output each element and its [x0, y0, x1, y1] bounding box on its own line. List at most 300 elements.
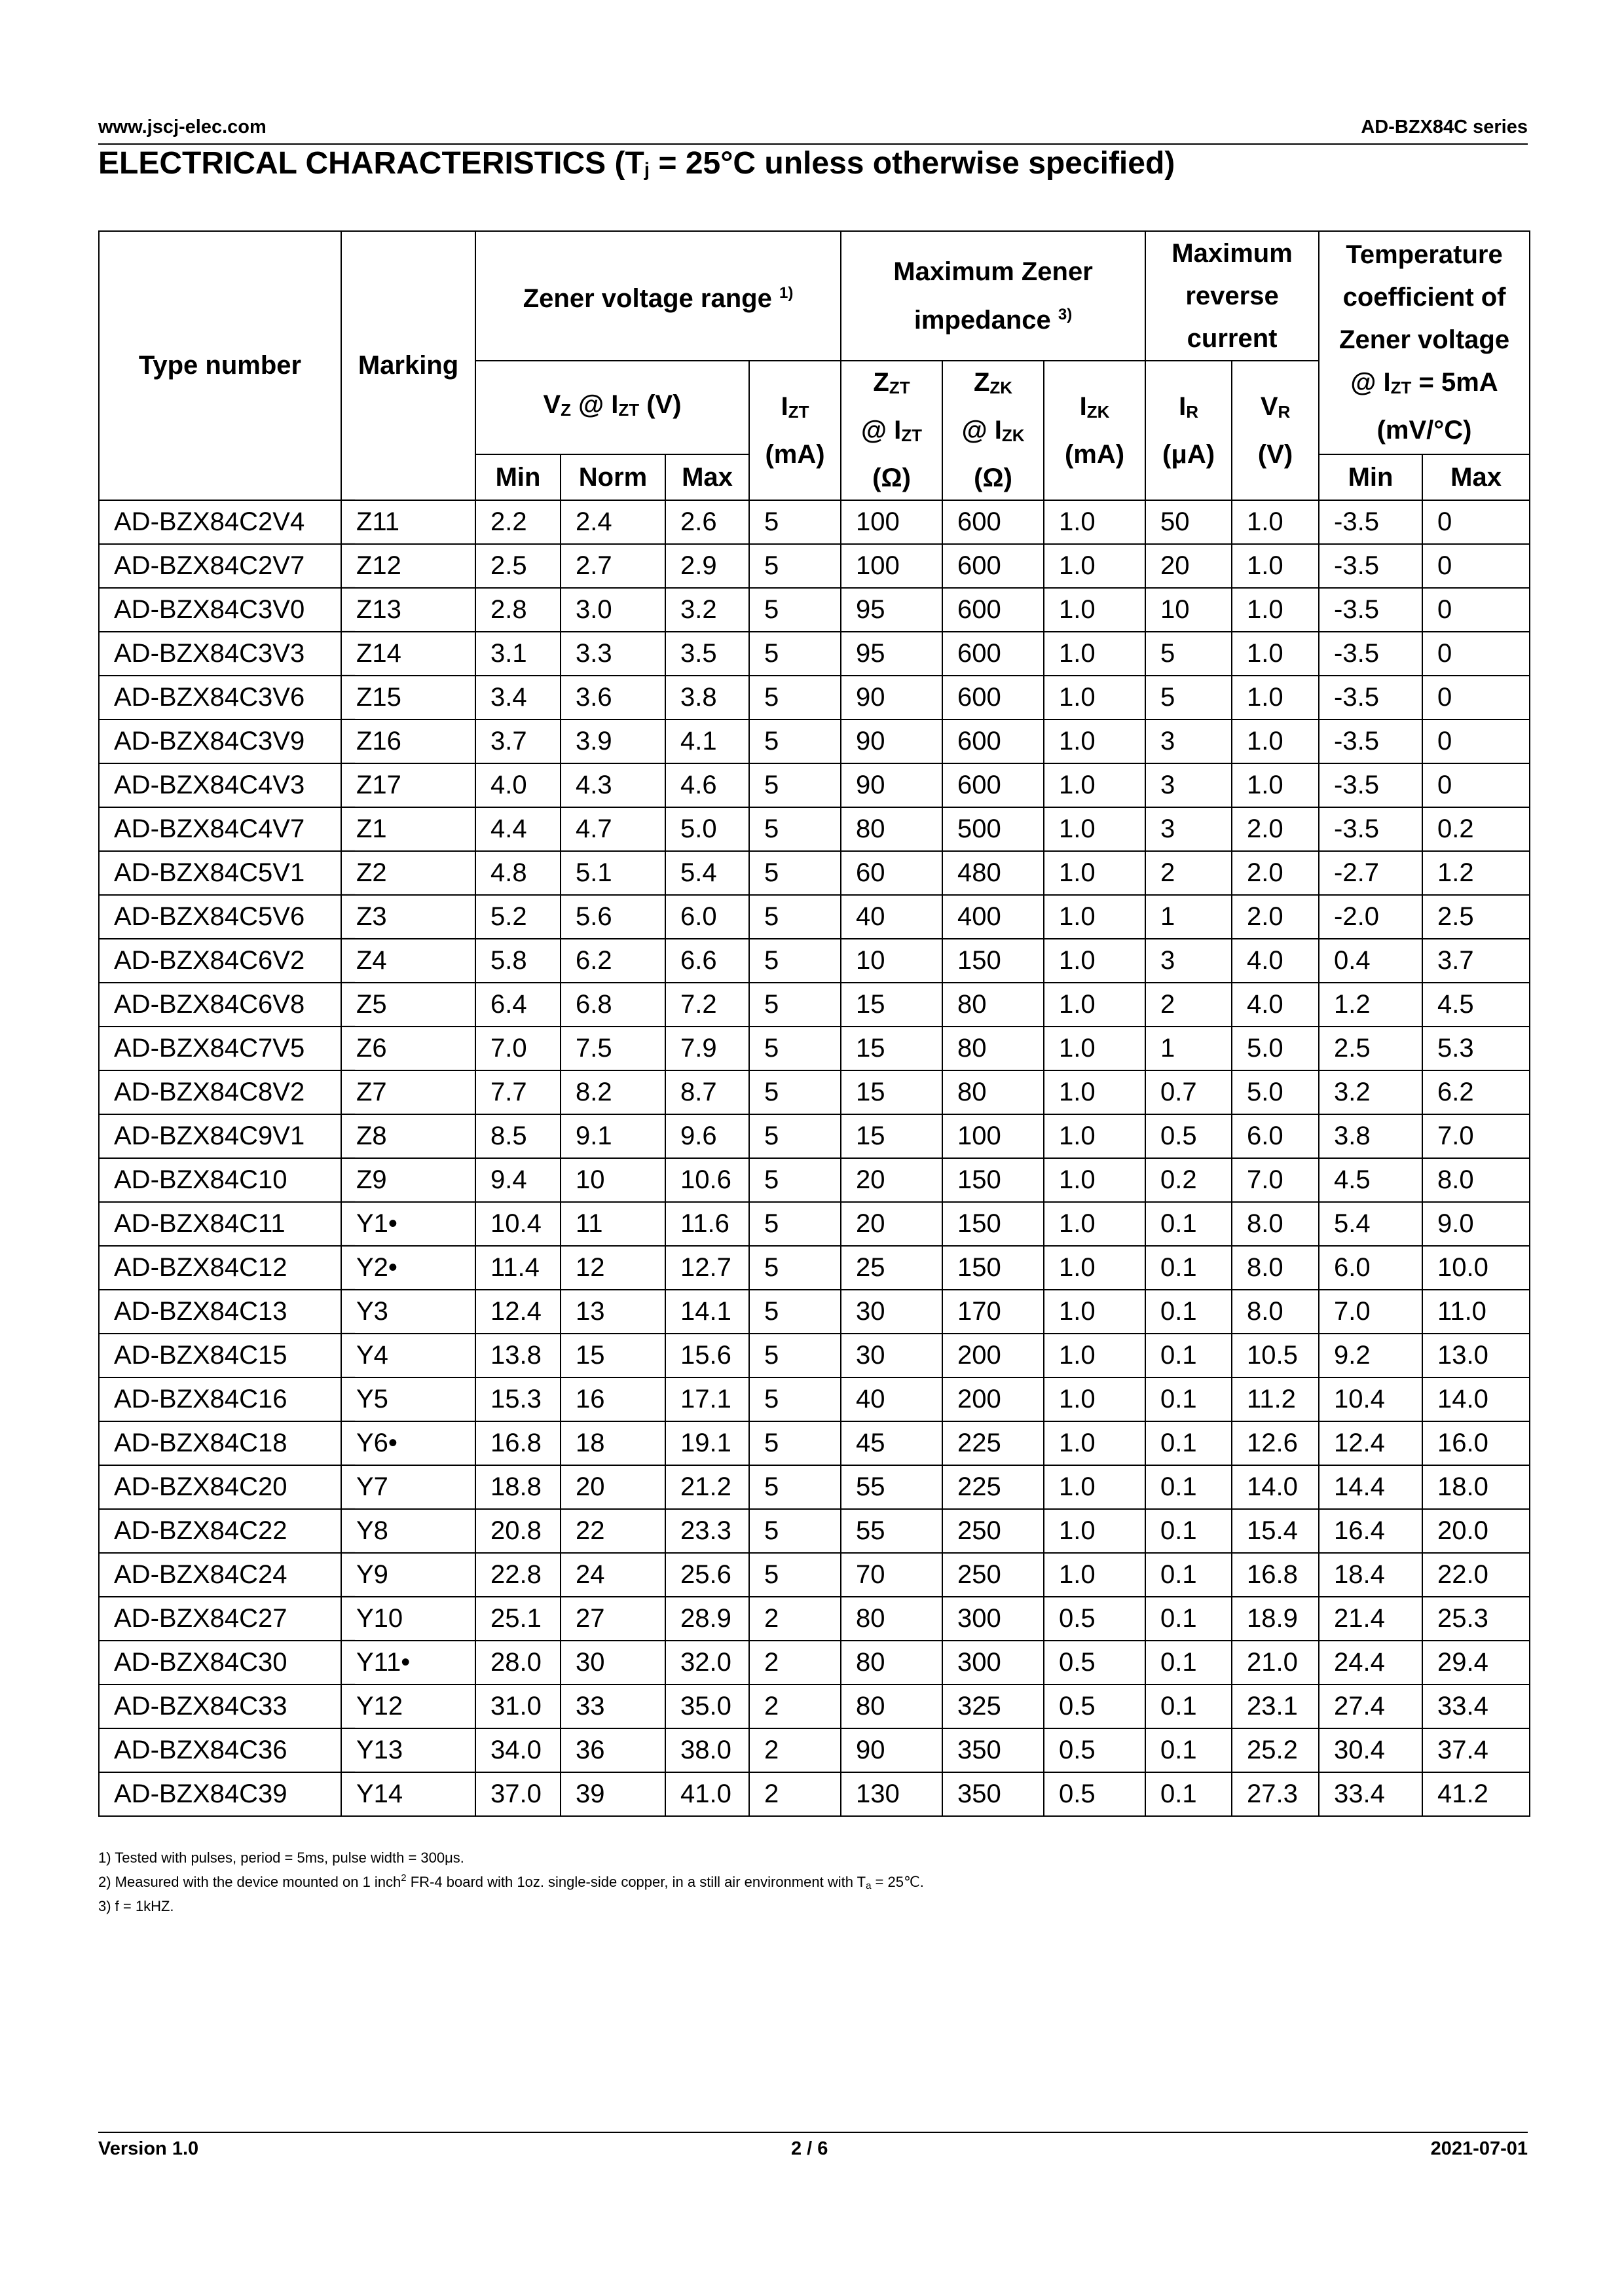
value-cell: 2.5 [1319, 1027, 1422, 1070]
value-cell: 28.0 [475, 1641, 561, 1685]
value-cell: 5 [749, 1202, 841, 1246]
type-number-cell: AD-BZX84C5V1 [99, 851, 341, 895]
table-row [99, 588, 1530, 632]
value-cell: 200 [942, 1334, 1044, 1377]
temp-min-header: Min [1319, 454, 1422, 500]
overline-mark: ¯ [342, 1110, 355, 1137]
value-cell: 3.7 [475, 720, 561, 763]
value-cell: 60 [841, 851, 942, 895]
overline-mark: ¯ [342, 1154, 355, 1180]
overline-mark: ¯ [342, 1768, 355, 1795]
value-cell: 3.4 [475, 676, 561, 720]
header-rule [98, 143, 1528, 145]
value-cell: 1.0 [1044, 588, 1145, 632]
value-cell: 22 [561, 1509, 665, 1553]
value-cell: -3.5 [1319, 763, 1422, 807]
value-cell: 10.5 [1232, 1334, 1319, 1377]
value-cell: -3.5 [1319, 807, 1422, 851]
value-cell: 1.0 [1044, 763, 1145, 807]
value-cell: 5 [749, 939, 841, 983]
value-cell: 80 [841, 1597, 942, 1641]
value-cell: 14.0 [1232, 1465, 1319, 1509]
value-cell: 80 [942, 1070, 1044, 1114]
value-cell: 150 [942, 1246, 1044, 1290]
value-cell: 2 [749, 1728, 841, 1772]
value-cell: 27.4 [1319, 1685, 1422, 1728]
value-cell: 600 [942, 500, 1044, 544]
value-cell: 100 [841, 500, 942, 544]
value-cell: 20 [561, 1465, 665, 1509]
value-cell: 8.0 [1422, 1158, 1530, 1202]
value-cell: 7.0 [1422, 1114, 1530, 1158]
table-row [99, 983, 1530, 1027]
value-cell: 5.3 [1422, 1027, 1530, 1070]
table-row [99, 1334, 1530, 1377]
type-number-cell: AD-BZX84C33 [99, 1685, 341, 1728]
vz-min-header: Min [475, 454, 561, 500]
value-cell: 15 [841, 1027, 942, 1070]
value-cell: 300 [942, 1641, 1044, 1685]
value-cell: 5 [749, 676, 841, 720]
value-cell: 11.2 [1232, 1377, 1319, 1421]
value-cell: 80 [841, 807, 942, 851]
value-cell: 12 [561, 1246, 665, 1290]
value-cell: 33.4 [1422, 1685, 1530, 1728]
value-cell: 0 [1422, 720, 1530, 763]
value-cell: 5 [749, 632, 841, 676]
value-cell: 5 [1145, 676, 1232, 720]
value-cell: 8.2 [561, 1070, 665, 1114]
overline-mark: ¯ [342, 1329, 355, 1356]
value-cell: 20 [1145, 544, 1232, 588]
type-number-cell: AD-BZX84C11 [99, 1202, 341, 1246]
value-cell: 2 [749, 1597, 841, 1641]
value-cell: -2.0 [1319, 895, 1422, 939]
type-number-cell: AD-BZX84C4V3 [99, 763, 341, 807]
value-cell: 1.0 [1044, 1246, 1145, 1290]
value-cell: 1.0 [1044, 1158, 1145, 1202]
value-cell: 3.9 [561, 720, 665, 763]
value-cell: 3 [1145, 807, 1232, 851]
overline-mark: ¯ [342, 1373, 355, 1400]
overline-mark: ¯ [342, 496, 355, 522]
value-cell: 0.1 [1145, 1377, 1232, 1421]
value-cell: 1.0 [1044, 1202, 1145, 1246]
marking-cell: ¯ Y2• [341, 1246, 475, 1290]
marking-cell: ¯ Z14 [341, 632, 475, 676]
value-cell: 1.0 [1044, 1290, 1145, 1334]
value-cell: 3 [1145, 763, 1232, 807]
value-cell: 20.8 [475, 1509, 561, 1553]
value-cell: 5 [749, 544, 841, 588]
value-cell: 34.0 [475, 1728, 561, 1772]
overline-mark: ¯ [342, 1504, 355, 1531]
value-cell: 1.0 [1232, 763, 1319, 807]
value-cell: 0.5 [1044, 1641, 1145, 1685]
marking-cell: ¯ Y7 [341, 1465, 475, 1509]
value-cell: 0.1 [1145, 1509, 1232, 1553]
value-cell: 25 [841, 1246, 942, 1290]
type-number-cell: AD-BZX84C16 [99, 1377, 341, 1421]
value-cell: 7.2 [665, 983, 749, 1027]
type-number-cell: AD-BZX84C3V3 [99, 632, 341, 676]
marking-cell: ¯ Y13 [341, 1728, 475, 1772]
value-cell: 1.0 [1232, 720, 1319, 763]
value-cell: 0.5 [1044, 1597, 1145, 1641]
value-cell: 37.4 [1422, 1728, 1530, 1772]
value-cell: 6.8 [561, 983, 665, 1027]
value-cell: 1.0 [1044, 807, 1145, 851]
value-cell: 4.0 [1232, 939, 1319, 983]
value-cell: 2.6 [665, 500, 749, 544]
value-cell: 5 [749, 500, 841, 544]
value-cell: 1.0 [1232, 588, 1319, 632]
value-cell: 5 [749, 1465, 841, 1509]
value-cell: 18 [561, 1421, 665, 1465]
value-cell: 8.7 [665, 1070, 749, 1114]
value-cell: 5.0 [1232, 1070, 1319, 1114]
value-cell: 40 [841, 1377, 942, 1421]
vz-max-header: Max [665, 454, 749, 500]
table-row [99, 1641, 1530, 1685]
value-cell: 3.5 [665, 632, 749, 676]
marking-cell: ¯ Z11 [341, 500, 475, 544]
value-cell: 5.0 [665, 807, 749, 851]
value-cell: 30 [841, 1290, 942, 1334]
value-cell: 15 [841, 1114, 942, 1158]
overline-mark: ¯ [342, 1022, 355, 1049]
value-cell: 39 [561, 1772, 665, 1816]
value-cell: 5 [749, 1070, 841, 1114]
type-number-cell: AD-BZX84C7V5 [99, 1027, 341, 1070]
marking-cell: ¯ Z13 [341, 588, 475, 632]
table-row [99, 1202, 1530, 1246]
izk-header: $I_{ZK}$ (mA) [1044, 361, 1145, 500]
value-cell: 3.1 [475, 632, 561, 676]
value-cell: 50 [1145, 500, 1232, 544]
overline-mark: ¯ [342, 890, 355, 917]
value-cell: 480 [942, 851, 1044, 895]
value-cell: 7.0 [1232, 1158, 1319, 1202]
value-cell: -2.7 [1319, 851, 1422, 895]
value-cell: 4.0 [475, 763, 561, 807]
value-cell: 3.2 [665, 588, 749, 632]
overline-mark: ¯ [342, 978, 355, 1005]
value-cell: 11.4 [475, 1246, 561, 1290]
series-name: AD-BZX84C series [1361, 117, 1528, 137]
zzt-header: $Z_{ZT}$ @ $I_{ZT}$ (Ω) [841, 361, 942, 500]
value-cell: 1.0 [1044, 1377, 1145, 1421]
value-cell: 8.0 [1232, 1202, 1319, 1246]
type-number-cell: AD-BZX84C6V8 [99, 983, 341, 1027]
value-cell: 0.2 [1145, 1158, 1232, 1202]
value-cell: 15.6 [665, 1334, 749, 1377]
value-cell: 0.5 [1044, 1772, 1145, 1816]
value-cell: 11.6 [665, 1202, 749, 1246]
value-cell: -3.5 [1319, 544, 1422, 588]
page-header [98, 117, 1528, 141]
value-cell: 8.0 [1232, 1246, 1319, 1290]
value-cell: 1.0 [1232, 676, 1319, 720]
value-cell: 41.2 [1422, 1772, 1530, 1816]
table-row [99, 1290, 1530, 1334]
value-cell: 5 [749, 1027, 841, 1070]
value-cell: 16.4 [1319, 1509, 1422, 1553]
marking-cell: ¯ Y1• [341, 1202, 475, 1246]
value-cell: 2.0 [1232, 851, 1319, 895]
value-cell: 12.4 [1319, 1421, 1422, 1465]
marking-cell: ¯ Y11• [341, 1641, 475, 1685]
value-cell: 4.3 [561, 763, 665, 807]
value-cell: 7.9 [665, 1027, 749, 1070]
value-cell: 1.0 [1044, 1421, 1145, 1465]
type-number-cell: AD-BZX84C36 [99, 1728, 341, 1772]
value-cell: 31.0 [475, 1685, 561, 1728]
value-cell: 9.0 [1422, 1202, 1530, 1246]
marking-cell: ¯ Y10 [341, 1597, 475, 1641]
value-cell: 6.4 [475, 983, 561, 1027]
value-cell: 18.4 [1319, 1553, 1422, 1597]
marking-cell: ¯ Y12 [341, 1685, 475, 1728]
value-cell: 32.0 [665, 1641, 749, 1685]
value-cell: 600 [942, 676, 1044, 720]
version-label: Version 1.0 [98, 2138, 199, 2159]
value-cell: 14.0 [1422, 1377, 1530, 1421]
value-cell: 90 [841, 676, 942, 720]
value-cell: 1.0 [1044, 632, 1145, 676]
value-cell: 25.6 [665, 1553, 749, 1597]
overline-mark: ¯ [342, 1680, 355, 1707]
value-cell: 150 [942, 1158, 1044, 1202]
value-cell: 600 [942, 720, 1044, 763]
value-cell: 22.0 [1422, 1553, 1530, 1597]
vz-norm-header: Norm [561, 454, 665, 500]
value-cell: 10 [561, 1158, 665, 1202]
table-row [99, 544, 1530, 588]
value-cell: 0 [1422, 676, 1530, 720]
value-cell: 11.0 [1422, 1290, 1530, 1334]
value-cell: 0 [1422, 632, 1530, 676]
value-cell: 6.2 [561, 939, 665, 983]
overline-mark: ¯ [342, 759, 355, 786]
value-cell: 5 [749, 1377, 841, 1421]
value-cell: -3.5 [1319, 676, 1422, 720]
value-cell: 170 [942, 1290, 1044, 1334]
col-marking: Marking [341, 231, 475, 500]
marking-cell: ¯ Y6• [341, 1421, 475, 1465]
value-cell: 28.9 [665, 1597, 749, 1641]
overline-mark: ¯ [342, 539, 355, 566]
value-cell: 8.0 [1232, 1290, 1319, 1334]
value-cell: 0.1 [1145, 1641, 1232, 1685]
overline-mark: ¯ [342, 1066, 355, 1093]
type-number-cell: AD-BZX84C3V9 [99, 720, 341, 763]
overline-mark: ¯ [342, 1548, 355, 1575]
type-number-cell: AD-BZX84C3V6 [99, 676, 341, 720]
marking-cell: ¯ Z3 [341, 895, 475, 939]
value-cell: -3.5 [1319, 632, 1422, 676]
value-cell: -3.5 [1319, 588, 1422, 632]
value-cell: 1.0 [1044, 676, 1145, 720]
value-cell: 10 [1145, 588, 1232, 632]
value-cell: 600 [942, 632, 1044, 676]
table-row [99, 1377, 1530, 1421]
value-cell: 15 [841, 1070, 942, 1114]
type-number-cell: AD-BZX84C20 [99, 1465, 341, 1509]
marking-cell: ¯ Z16 [341, 720, 475, 763]
type-number-cell: AD-BZX84C22 [99, 1509, 341, 1553]
marking-cell: ¯ Z6 [341, 1027, 475, 1070]
value-cell: 0.5 [1044, 1685, 1145, 1728]
value-cell: 7.0 [475, 1027, 561, 1070]
value-cell: 150 [942, 939, 1044, 983]
value-cell: 225 [942, 1421, 1044, 1465]
page-footer [98, 2138, 1528, 2164]
value-cell: 4.6 [665, 763, 749, 807]
value-cell: 5.0 [1232, 1027, 1319, 1070]
value-cell: 0.1 [1145, 1421, 1232, 1465]
value-cell: 1.0 [1232, 544, 1319, 588]
table-row [99, 1421, 1530, 1465]
type-number-cell: AD-BZX84C18 [99, 1421, 341, 1465]
type-number-cell: AD-BZX84C8V2 [99, 1070, 341, 1114]
value-cell: 12.7 [665, 1246, 749, 1290]
value-cell: 23.1 [1232, 1685, 1319, 1728]
table-row [99, 851, 1530, 895]
value-cell: 1 [1145, 1027, 1232, 1070]
value-cell: 16 [561, 1377, 665, 1421]
zzk-header: $Z_{ZK}$ @ $I_{ZK}$ (Ω) [942, 361, 1044, 500]
value-cell: 0 [1422, 763, 1530, 807]
value-cell: 10.4 [475, 1202, 561, 1246]
value-cell: 6.0 [1232, 1114, 1319, 1158]
value-cell: 0 [1422, 588, 1530, 632]
table-row [99, 1465, 1530, 1509]
value-cell: 6.0 [665, 895, 749, 939]
value-cell: 200 [942, 1377, 1044, 1421]
value-cell: 55 [841, 1465, 942, 1509]
value-cell: 38.0 [665, 1728, 749, 1772]
page-number: 2 / 6 [791, 2138, 828, 2159]
value-cell: 0.1 [1145, 1772, 1232, 1816]
type-number-cell: AD-BZX84C12 [99, 1246, 341, 1290]
overline-mark: ¯ [342, 1197, 355, 1224]
value-cell: 25.3 [1422, 1597, 1530, 1641]
value-cell: 2.0 [1232, 895, 1319, 939]
overline-mark: ¯ [342, 1592, 355, 1619]
value-cell: 600 [942, 763, 1044, 807]
value-cell: 15.4 [1232, 1509, 1319, 1553]
value-cell: 13.0 [1422, 1334, 1530, 1377]
overline-mark: ¯ [342, 847, 355, 873]
value-cell: 24.4 [1319, 1641, 1422, 1685]
marking-cell: ¯ Y14 [341, 1772, 475, 1816]
value-cell: 5 [1145, 632, 1232, 676]
value-cell: 37.0 [475, 1772, 561, 1816]
value-cell: 250 [942, 1553, 1044, 1597]
marking-cell: ¯ Z9 [341, 1158, 475, 1202]
overline-mark: ¯ [342, 1461, 355, 1487]
footnote-2: 2) Measured with the device mounted on 1 inch$^2$ FR-4 board with 1oz. single-side copper, in a still air environment with $T_a$ = 25℃. [98, 1872, 924, 1891]
value-cell: 7.0 [1319, 1290, 1422, 1334]
value-cell: 2 [1145, 983, 1232, 1027]
value-cell: 1.2 [1422, 851, 1530, 895]
value-cell: 0.2 [1422, 807, 1530, 851]
value-cell: 300 [942, 1597, 1044, 1641]
value-cell: 3.6 [561, 676, 665, 720]
overline-mark: ¯ [342, 627, 355, 654]
date-label: 2021-07-01 [1430, 2138, 1528, 2159]
value-cell: 1.0 [1044, 983, 1145, 1027]
value-cell: 600 [942, 544, 1044, 588]
value-cell: 0.1 [1145, 1202, 1232, 1246]
value-cell: 70 [841, 1553, 942, 1597]
group-max-zener-impedance: Maximum Zener impedance $^{3)}$ [841, 231, 1145, 361]
value-cell: 5 [749, 895, 841, 939]
marking-cell: ¯ Y9 [341, 1553, 475, 1597]
table-row [99, 720, 1530, 763]
value-cell: 5 [749, 1290, 841, 1334]
value-cell: 10 [841, 939, 942, 983]
type-number-cell: AD-BZX84C3V0 [99, 588, 341, 632]
marking-cell: ¯ Z17 [341, 763, 475, 807]
value-cell: 6.6 [665, 939, 749, 983]
value-cell: 5 [749, 1334, 841, 1377]
value-cell: 2.5 [1422, 895, 1530, 939]
marking-cell: ¯ Y3 [341, 1290, 475, 1334]
value-cell: 80 [841, 1641, 942, 1685]
value-cell: 14.1 [665, 1290, 749, 1334]
value-cell: 150 [942, 1202, 1044, 1246]
marking-cell: ¯ Z8 [341, 1114, 475, 1158]
value-cell: 500 [942, 807, 1044, 851]
value-cell: 90 [841, 1728, 942, 1772]
value-cell: 4.7 [561, 807, 665, 851]
value-cell: 16.8 [475, 1421, 561, 1465]
value-cell: 0 [1422, 500, 1530, 544]
value-cell: 325 [942, 1685, 1044, 1728]
value-cell: 15 [561, 1334, 665, 1377]
value-cell: 90 [841, 763, 942, 807]
value-cell: 1.0 [1044, 1114, 1145, 1158]
value-cell: 3.7 [1422, 939, 1530, 983]
type-number-cell: AD-BZX84C27 [99, 1597, 341, 1641]
table-row [99, 1246, 1530, 1290]
value-cell: -3.5 [1319, 720, 1422, 763]
value-cell: 10.4 [1319, 1377, 1422, 1421]
value-cell: 2.8 [475, 588, 561, 632]
overline-mark: ¯ [342, 934, 355, 961]
value-cell: 3.0 [561, 588, 665, 632]
value-cell: 5 [749, 720, 841, 763]
value-cell: 5.2 [475, 895, 561, 939]
type-number-cell: AD-BZX84C2V7 [99, 544, 341, 588]
value-cell: 5.6 [561, 895, 665, 939]
table-row [99, 1027, 1530, 1070]
value-cell: 250 [942, 1509, 1044, 1553]
value-cell: 5 [749, 851, 841, 895]
website-url: www.jscj-elec.com [98, 117, 267, 137]
table-row [99, 1685, 1530, 1728]
value-cell: 1.0 [1044, 895, 1145, 939]
type-number-cell: AD-BZX84C39 [99, 1772, 341, 1816]
value-cell: 2 [749, 1772, 841, 1816]
value-cell: 33 [561, 1685, 665, 1728]
value-cell: 0.5 [1044, 1728, 1145, 1772]
value-cell: 8.5 [475, 1114, 561, 1158]
value-cell: 18.8 [475, 1465, 561, 1509]
value-cell: 0 [1422, 544, 1530, 588]
